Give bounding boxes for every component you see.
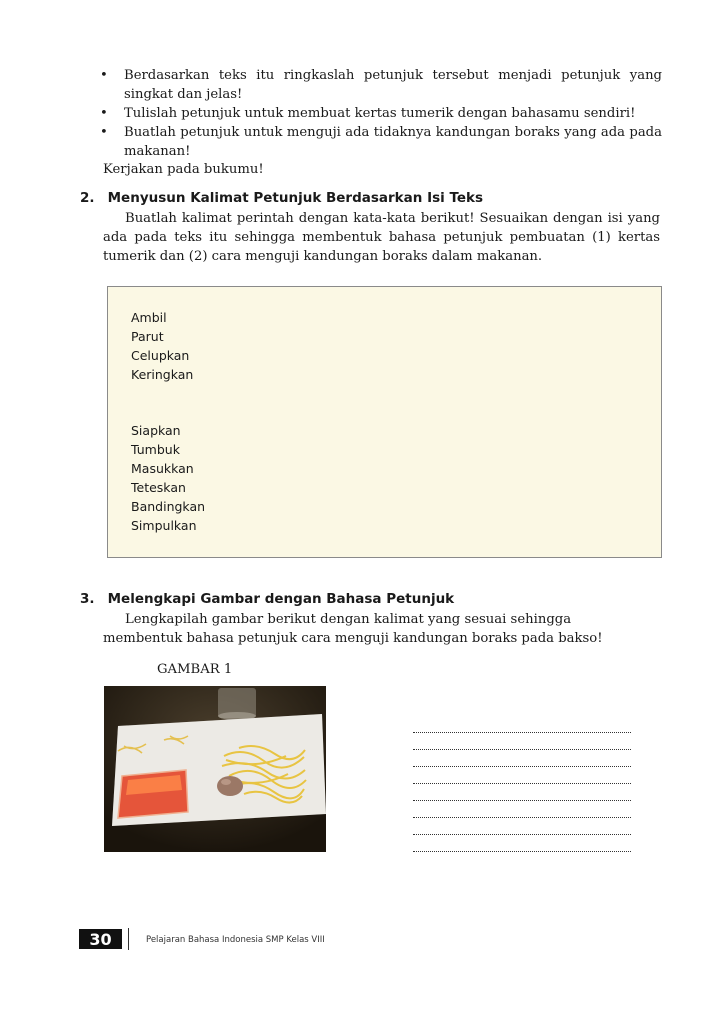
answer-line[interactable] (413, 784, 631, 801)
word-item: Siapkan (131, 423, 181, 438)
word-item: Teteskan (131, 480, 186, 495)
word-item: Bandingkan (131, 499, 206, 514)
answer-line[interactable] (413, 767, 631, 784)
section-2-body (103, 209, 660, 266)
footer-book-title: Pelajaran Bahasa Indonesia SMP Kelas VIII (146, 935, 325, 945)
section-3-body (103, 610, 608, 648)
section-2-paragraph: Buatlah kalimat perintah dengan kata-kata berikut! Sesuaikan dengan isi yang ada pada teks itu sehingga membentuk bahasa petunjuk pembuatan (1) kertas tumerik dan (2) cara menguji kandungan boraks dalam makanan. (103, 211, 660, 264)
instruction-text: Kerjakan pada bukumu! (103, 162, 264, 177)
bullet-list (100, 66, 662, 161)
bakso-test-photo (104, 686, 326, 852)
section-3-line-2: membentuk bahasa petunjuk cara menguji kandungan boraks pada bakso! (103, 631, 603, 646)
bullet-symbol: • (100, 125, 108, 140)
answer-line[interactable] (413, 818, 631, 835)
bullet-item (100, 123, 662, 161)
answer-lines (413, 716, 633, 852)
answer-line[interactable] (413, 733, 631, 750)
word-group-2 (131, 421, 205, 535)
section-number: 3. (80, 591, 95, 607)
word-item: Parut (131, 329, 164, 344)
footer-divider (128, 928, 129, 950)
photo-illustration (104, 686, 326, 852)
bullet-text: Buatlah petunjuk untuk menguji ada tidaknya kandungan boraks yang ada pada makanan! (124, 125, 662, 159)
answer-line[interactable] (413, 716, 631, 733)
section-title: Melengkapi Gambar dengan Bahasa Petunjuk (107, 591, 455, 607)
figure-label: GAMBAR 1 (157, 662, 233, 677)
bullet-symbol: • (100, 68, 108, 83)
section-2-heading (80, 187, 483, 206)
bullet-item (100, 104, 662, 123)
bullet-item (100, 66, 662, 104)
word-group-1 (131, 308, 193, 384)
word-item: Masukkan (131, 461, 194, 476)
section-3-heading (80, 588, 454, 607)
answer-line[interactable] (413, 750, 631, 767)
section-number: 2. (80, 190, 95, 206)
bullet-text: Tulislah petunjuk untuk membuat kertas tumerik dengan bahasamu sendiri! (124, 106, 636, 121)
answer-line[interactable] (413, 801, 631, 818)
answer-line[interactable] (413, 835, 631, 852)
word-item: Tumbuk (131, 442, 180, 457)
section-3-line-1: Lengkapilah gambar berikut dengan kalimat yang sesuai sehingga (125, 612, 572, 627)
bullet-symbol: • (100, 106, 108, 121)
word-box (107, 286, 662, 558)
word-item: Celupkan (131, 348, 190, 363)
word-item: Ambil (131, 310, 167, 325)
page-number: 30 (79, 929, 122, 949)
word-item: Simpulkan (131, 518, 197, 533)
bullet-text: Berdasarkan teks itu ringkaslah petunjuk tersebut menjadi petunjuk yang singkat dan jelas! (124, 68, 662, 102)
word-item: Keringkan (131, 367, 194, 382)
section-title: Menyusun Kalimat Petunjuk Berdasarkan Isi Teks (107, 190, 484, 206)
